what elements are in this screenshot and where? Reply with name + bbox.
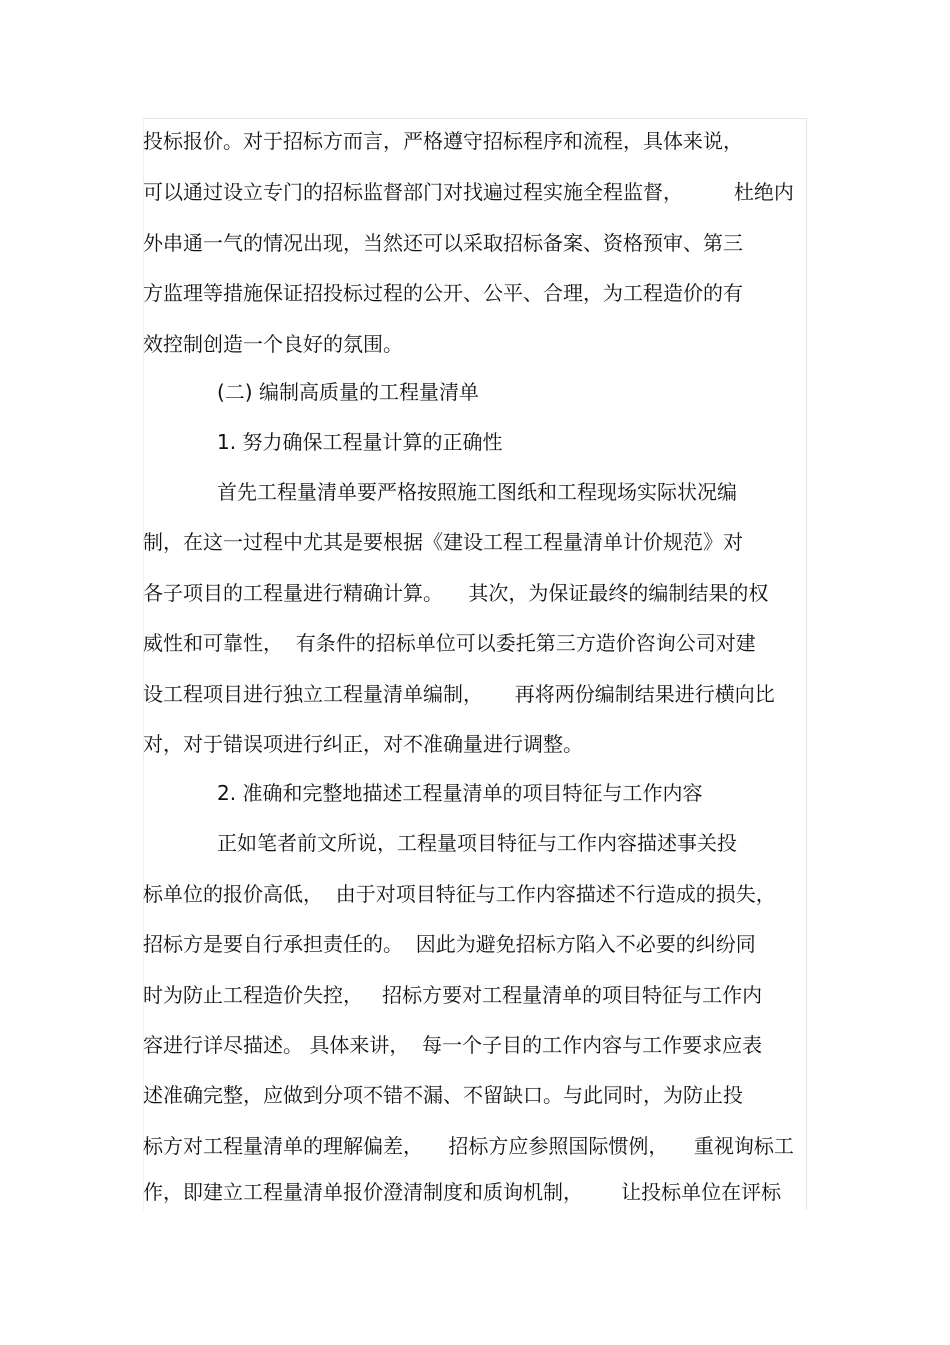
text-line: 方监理等措施保证招投标过程的公开、公平、合理，为工程造价的有 [143,281,743,305]
text-line: 对，对于错误项进行纠正，对不准确量进行调整。 [143,732,583,756]
text-line: 作，即建立工程量清单报价澄清制度和质询机制， 让投标单位在评标 [143,1180,782,1204]
text-line: 各子项目的工程量进行精确计算。 其次，为保证最终的编制结果的权 [143,581,769,605]
text-line: 首先工程量清单要严格按照施工图纸和工程现场实际状况编 [217,480,737,504]
text-line: 标方对工程量清单的理解偏差， 招标方应参照国际惯例， 重视询标工 [143,1134,794,1158]
text-line: 标单位的报价高低， 由于对项目特征与工作内容描述不行造成的损失， [143,882,776,906]
text-line: 述准确完整，应做到分项不错不漏、不留缺口。与此同时，为防止投 [143,1083,743,1107]
text-line: 制，在这一过程中尤其是要根据《建设工程工程量清单计价规范》对 [143,530,743,554]
subsection-heading: 2. 准确和完整地描述工程量清单的项目特征与工作内容 [217,781,703,805]
text-line: 招标方是要自行承担责任的。 因此为避免招标方陷入不必要的纠纷同 [143,932,756,956]
text-line: 时为防止工程造价失控， 招标方要对工程量清单的项目特征与工作内 [143,983,763,1007]
text-line: 设工程项目进行独立工程量清单编制， 再将两份编制结果进行横向比 [143,682,775,706]
text-line: 效控制创造一个良好的氛围。 [143,332,403,356]
text-line: 外串通一气的情况出现，当然还可以采取招标备案、资格预审、第三 [143,231,743,255]
text-line: 投标报价。对于招标方而言，严格遵守招标程序和流程，具体来说， [143,129,743,153]
text-line: 容进行详尽描述。 具体来讲， 每一个子目的工作内容与工作要求应表 [143,1033,763,1057]
subsection-heading: 1. 努力确保工程量计算的正确性 [217,430,503,454]
text-line: 正如笔者前文所说，工程量项目特征与工作内容描述事关投 [217,831,737,855]
section-heading: (二) 编制高质量的工程量清单 [217,380,479,404]
text-line: 可以通过设立专门的招标监督部门对找遍过程实施全程监督， 杜绝内 [143,180,794,204]
text-line: 威性和可靠性， 有条件的招标单位可以委托第三方造价咨询公司对建 [143,631,756,655]
